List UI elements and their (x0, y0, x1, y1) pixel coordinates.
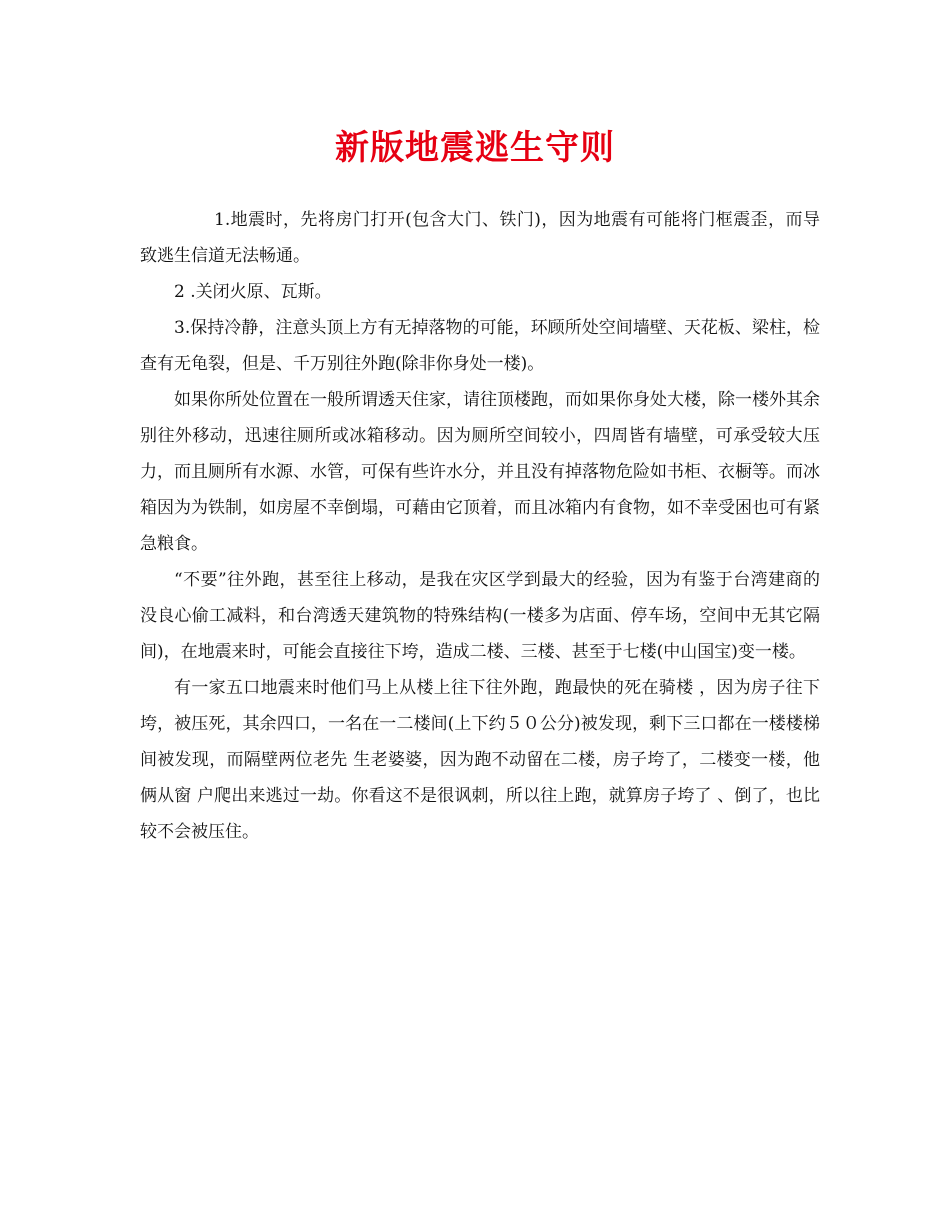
paragraph-1: 1.地震时，先将房门打开(包含大门、铁门)，因为地震有可能将门框震歪，而导致逃生信道无法畅通。 (140, 210, 820, 266)
paragraph-2: 2 .关闭火原、瓦斯。 (174, 282, 332, 302)
paragraph-6: 有一家五口地震来时他们马上从楼上往下往外跑，跑最快的死在骑楼 ，因为房子往下垮，被压死，其余四口，一名在一二楼间(上下约５０公分)被发现，剩下三口都在一楼楼梯间被发现，而隔壁两位老先 生老婆婆，因为跑不动留在二楼，房子垮了，二楼变一楼，他俩从窗 户爬出来逃过一劫。你看这不是很讽刺，所以往上跑，就算房子垮了 、倒了，也比较不会被压住。 (140, 678, 820, 842)
paragraph-4: 如果你所处位置在一般所谓透天住家，请往顶楼跑，而如果你身处大楼，除一楼外其余别往外移动，迅速往厕所或冰箱移动。因为厕所空间较小，四周皆有墙壁，可承受较大压力，而且厕所有水源、水管，可保有些许水分，并且没有掉落物危险如书柜、衣橱等。而冰箱因为为铁制，如房屋不幸倒塌，可藉由它顶着，而且冰箱内有食物，如不幸受困也可有紧急粮食。 (140, 390, 820, 554)
paragraph-3: 3.保持冷静，注意头顶上方有无掉落物的可能，环顾所处空间墙壁、天花板、梁柱，检查有无龟裂，但是、千万别往外跑(除非你身处一楼)。 (140, 318, 820, 374)
document-body (140, 202, 820, 850)
paragraph-5: “不要”往外跑，甚至往上移动，是我在灾区学到最大的经验，因为有鉴于台湾建商的没良心偷工减料，和台湾透天建筑物的特殊结构(一楼多为店面、停车场，空间中无其它隔间)，在地震来时，可能会直接往下垮，造成二楼、三楼、甚至于七楼(中山国宝)变一楼。 (140, 570, 820, 662)
document-title: 新版地震逃生守则 (335, 128, 615, 168)
